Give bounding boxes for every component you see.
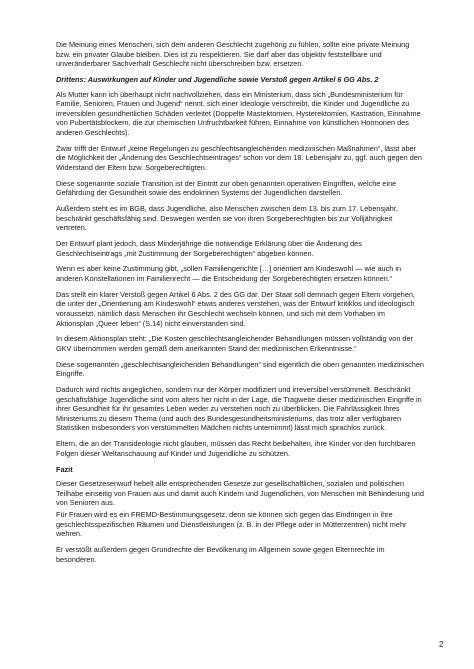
section-heading-drittens: Drittens: Auswirkungen auf Kinder und Jugendliche sowie Verstoß gegen Artikel 6 GG Abs. 2 bbox=[56, 74, 379, 84]
paragraph-verstoss: Das stellt ein klarer Verstoß gegen Artikel 6 Abs. 2 des GG dar. Der Staat soll demnach gegen Eltern vorgehen, die unter der „Orientierung am Kindeswohl“ etwas anderes verstehen, was der Entwurf kritiklos und ideologisch voraussetzt, nämlich dass Menschen ihr Geschlecht wechseln können, und sich mit dem Vorhaben im Aktionsplan „Queer leben“ (S.14) nicht einverstanden sind. bbox=[56, 289, 415, 328]
paragraph-mutter: Als Mutter kann ich überhaupt nicht nachvollziehen, dass ein Ministerium, dass sich „Bundesministerium für Familie, Senioren, Frauen und Jugend“ nennt, sich einer Ideologie verschreibt, die Kinder und Jugendliche zu irreversiblen gesundheitlichen Schäden verleitet (Doppelte Mastektomien, Hysterektomien, Kastration, Einnahme von Pubertätsblockern, die zur chemischen Unfruchtbarkeit führen, Einnahme von künstlichen Hormonen des anderen Geschlechts). bbox=[56, 89, 421, 137]
paragraph-entwurf: Zwar trifft der Entwurf „keine Regelungen zu geschlechtsangleichenden medizinischen Maßnahmen“, lässt aber die Möglichkeit der „Änderung des Geschlechtseintrages“ schon vor dem 18. Lebensjahr zu, ggf. auch gegen den Widerstand der Eltern bzw. Sorgeberechtigten. bbox=[56, 143, 422, 172]
section-heading-fazit: Fazit bbox=[56, 464, 73, 474]
paragraph-fazit-frauen: Für Frauen wird es ein FREMD-Bestimmungsgesetz, denn sie können sich gegen das Eindringen in ihre geschlechtsspezifischen Räumen und Dienstleistungen (z. B. in der Pflege oder in Mütterzentren) nicht mehr wehren. bbox=[56, 510, 407, 539]
paragraph-zustimmung: Wenn es aber keine Zustimmung gibt, „sollen Familiengerichte […] orientiert am Kindeswohl — wie auch in anderen Konstellationen im Familienrecht — die Entscheidung der Sorgeberechtigten ersetzen können.“ bbox=[56, 264, 402, 283]
paragraph-bgb: Außerdem steht es im BGB, dass Jugendliche, also Menschen zwischen dem 13. bis zum 17. Lebensjahr, beschränkt geschäftsfähig sind. Deswegen werden sie von ihren Sorgeberechtigten bis zur Volljährigkeit vertreten. bbox=[56, 204, 398, 233]
paragraph-eltern: Eltern, die an der Transideologie nicht glauben, müssen das Recht beibehalten, ihre Kinder vor den furchtbaren Folgen dieser Weltanschauung auf Kinder und Jugendliche zu schützen. bbox=[56, 439, 416, 458]
paragraph-transition: Diese sogenannte soziale Transition ist der Eintritt zur oben genannten operativen Eingriffen, welche eine Gefährdung der Gesundheit sowie des endokrinen Systems der Jugendlichen darstellen. bbox=[56, 178, 397, 198]
paragraph-behandlungen: Diese sogenannten „geschlechtsangleichenden Behandlungen“ sind eigentlich die oben genannten medizinischen Eingriffe. bbox=[56, 359, 424, 379]
paragraph-minderjaehrige: Der Entwurf plant jedoch, dass Minderjährige die notwendige Erklärung über die Änderung des Geschlechtseintrags „mit Zustimmung der Sorgeberechtigten“ abgeben können. bbox=[56, 239, 362, 258]
page-number: 2 bbox=[439, 640, 444, 649]
paragraph-fazit-gesetz: Dieser Gesetzesenwurf hebelt alle entsprechenden Gesetze zur gesellschaftlichen, sozialen und politischen Teilhabe einseitig von Frauen aus und damit auch Kindern und Jugendlichen, von Menschen mit Behinderung und von Senioren aus. bbox=[56, 479, 424, 508]
paragraph-fazit-grundrechte: Er verstößt außerdem gegen Grundrechte der Bevölkerung im Allgemein sowie gegen Elternrechte im besonderen. bbox=[56, 544, 385, 564]
paragraph-angeglichen: Dadurch wird nichts angeglichen, sondern nur der Körper modifiziert und irreversibel verstümmelt. Beschränkt geschäftsfähige Jugendliche sind vom alters her nicht in der Lage, die Tragweite dieser medizinischen Eingriffe in ihrer Gesundheit für ihr gesamtes Leben weder zu verstehen noch zu überblicken. Die Fahrlässigkeit Ihres Ministeriums zu diesem Thema (und auch des Bundesgesundheitsministeriums, das trotz aller verfügbaren Statistiken insbesonders von verstümmelten Mädchen nichts unternimmt) lässt mich sprachlos zurück. bbox=[56, 385, 422, 433]
document-page bbox=[56, 40, 424, 570]
paragraph-intro: Die Meinung eines Menschen, sich dem anderen Geschlecht zugehörig zu fühlen, sollte eine private Meinung bzw. ein privater Glaube bleiben. Dies ist zu respektieren. Sie darf aber das objektiv feststellbare und unveränderbarer Sachverhalt Geschlecht nicht überschreiben bzw. ersetzen. bbox=[56, 40, 410, 69]
paragraph-aktionsplan: In diesem Aktionsplan steht: „Die Kosten geschlechtsangleichender Behandlungen müssen vollständig von der GKV übernommen werden gemäß dem anerkannten Stand der medizinischen Erkenntnisse.“ bbox=[56, 334, 413, 353]
